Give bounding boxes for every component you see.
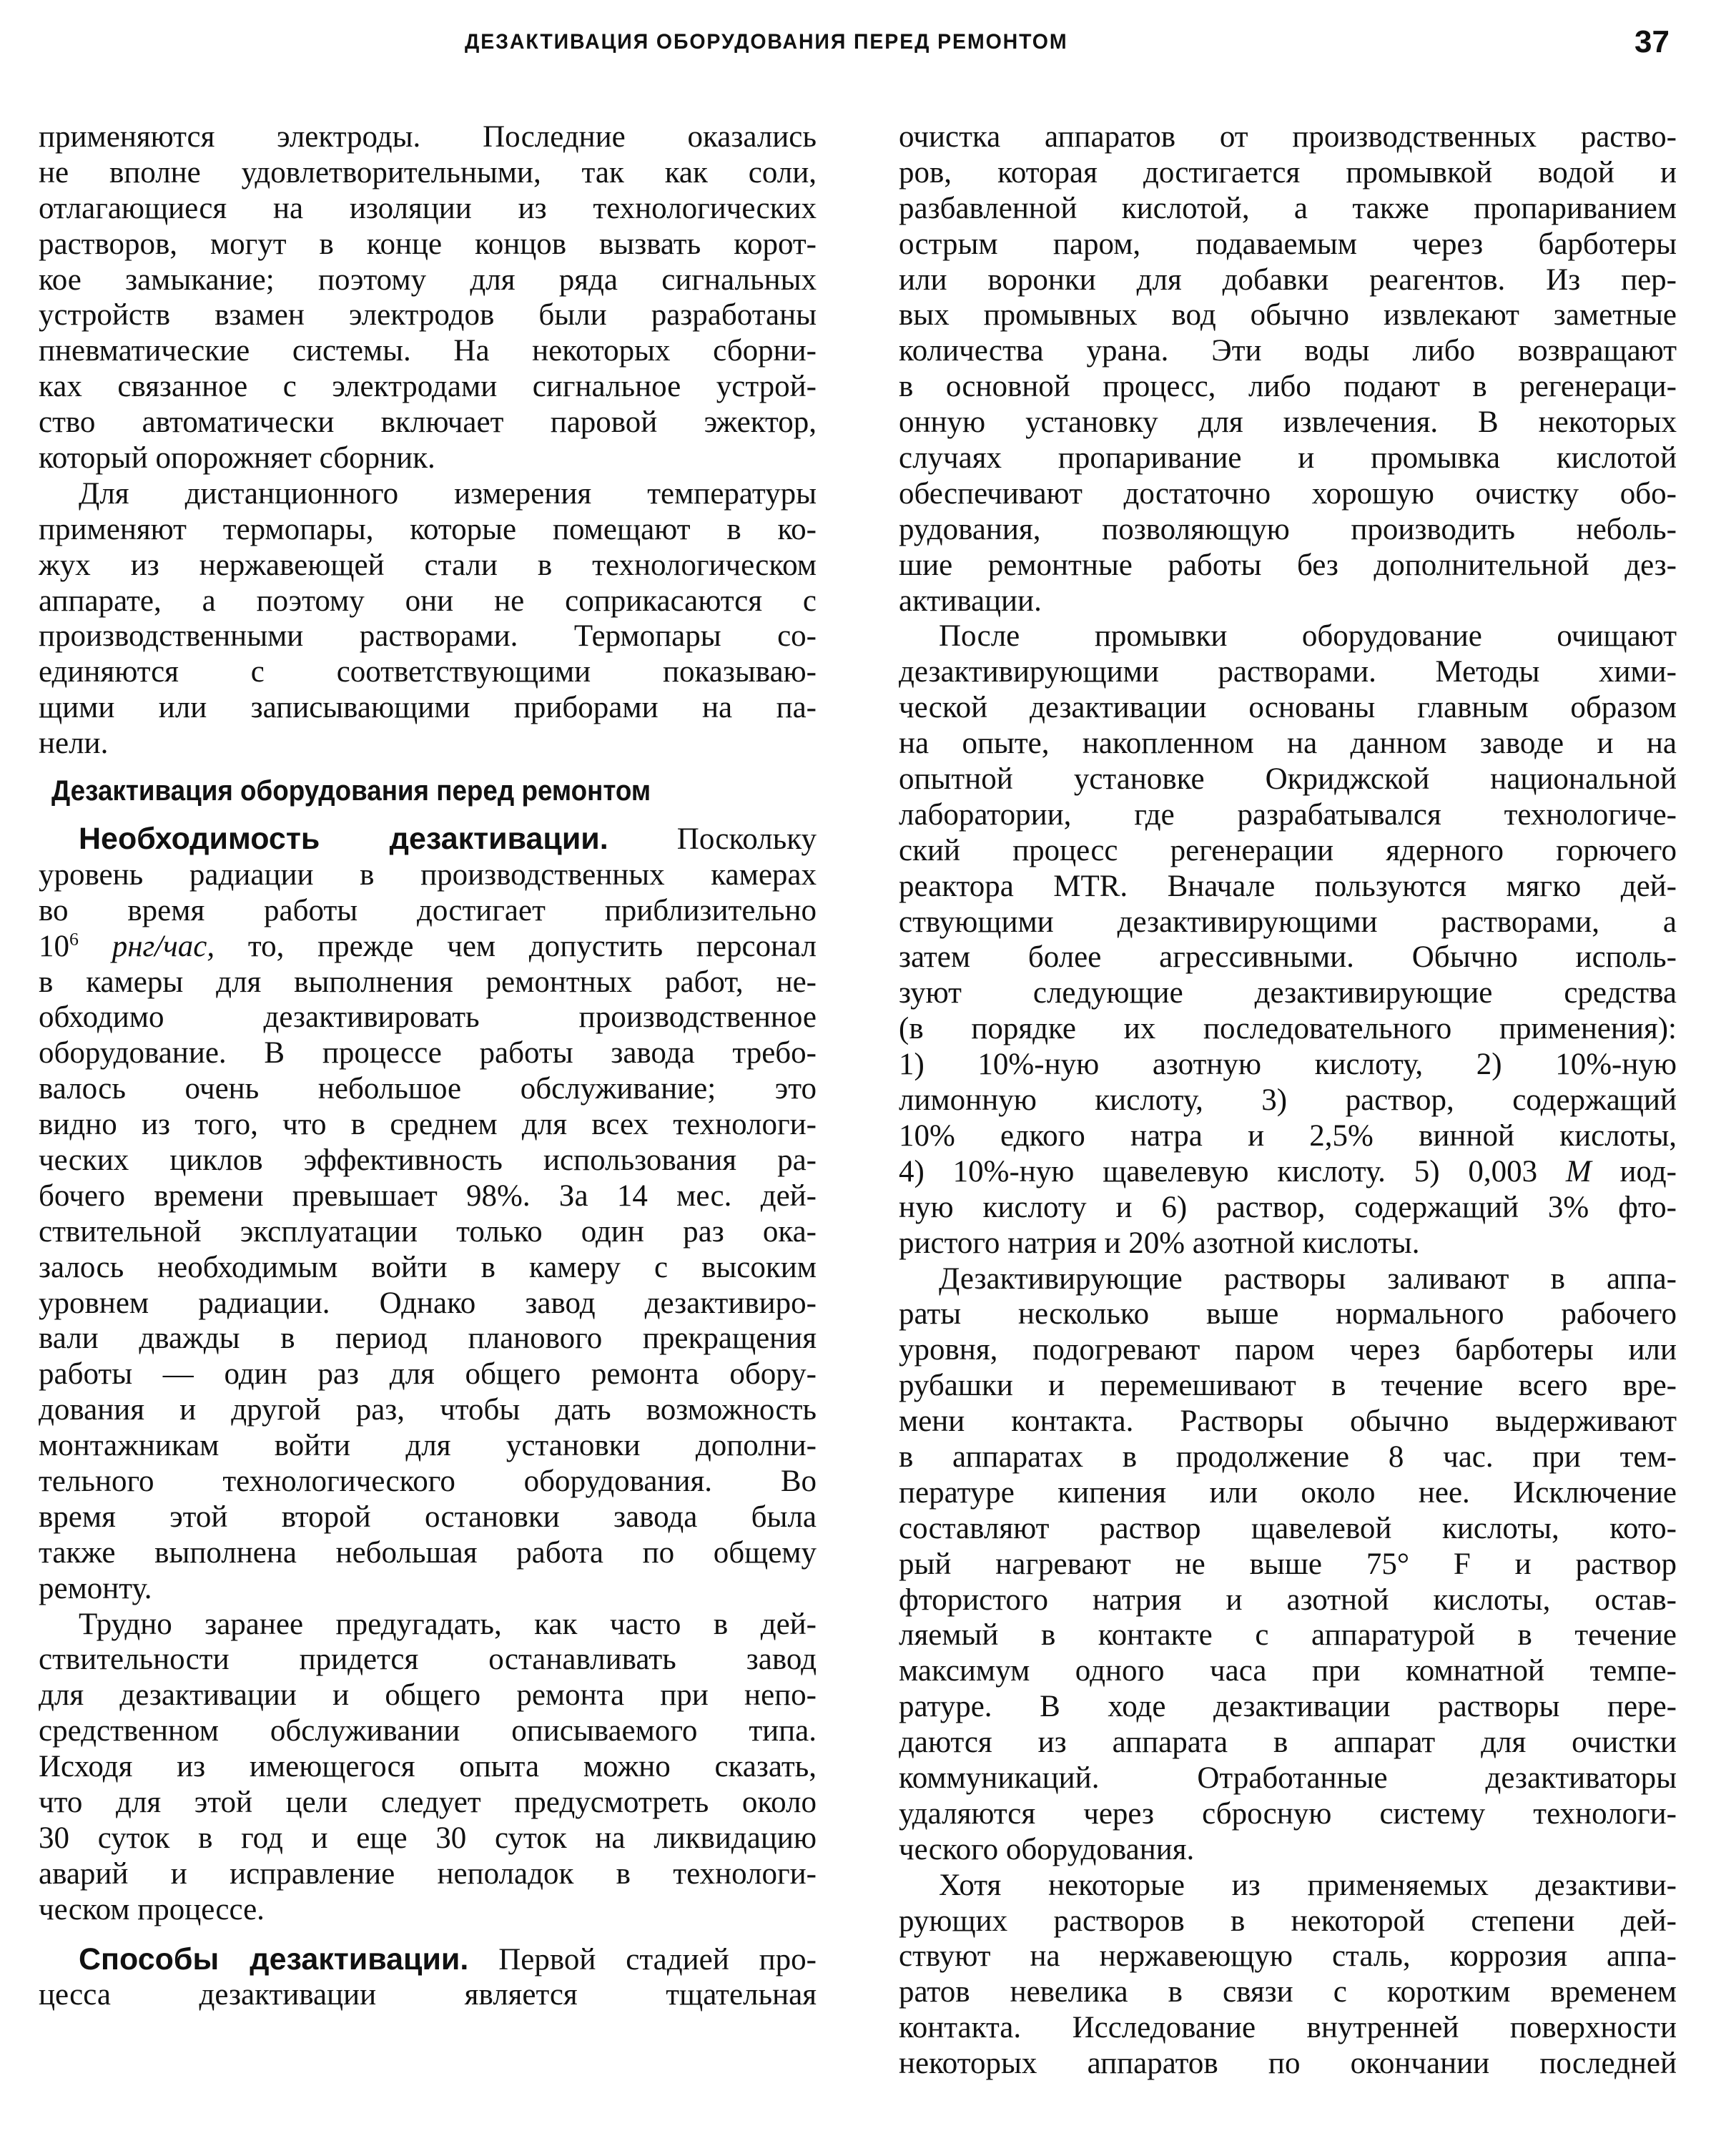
text-run [79, 930, 112, 963]
text-line: ляемый в контакте с аппаратурой в течение [899, 1618, 1677, 1653]
text-line: залось необходимым войти в камеру с высоким [39, 1250, 817, 1284]
text-line: работы — один раз для общего ремонта обору- [39, 1357, 817, 1392]
text-line: аварий и исправление неполадок в технологи- [39, 1856, 817, 1891]
text-line: в основной процесс, либо подают в регенераци- [899, 370, 1677, 404]
text-run: Поскольку [608, 822, 817, 856]
text-line: оборудование. В процессе работы завода требо- [39, 1036, 817, 1070]
text-line: вали дважды в период планового прекращения [39, 1321, 817, 1356]
paragraph [899, 119, 1677, 619]
text-line: 10% едкого натра и 2,5% винной кислоты, [899, 1118, 1677, 1153]
text-line: некоторых аппаратов по окончании последней [899, 2047, 1677, 2081]
text-line: или воронки для добавки реагентов. Из пер- [899, 262, 1677, 297]
text-run: Первой стадией про- [468, 1942, 817, 1977]
text-line: обеспечивают достаточно хорошую очистку обо- [899, 476, 1677, 511]
paragraph [39, 822, 817, 1607]
text-run: то, прежде чем допустить персонал [214, 929, 817, 963]
text-line: После промывки оборудование очищают [939, 619, 1677, 654]
text-line: дезактивирующими растворами. Методы хими- [899, 655, 1677, 689]
text-line: ческих циклов эффективность использования ра- [39, 1143, 817, 1177]
text-line: растворов, могут в конце концов вызвать корот- [39, 227, 817, 261]
text-line: производственными растворами. Термопары со- [39, 619, 817, 654]
text-line: ствующими дезактивирующими растворами, а [899, 905, 1677, 939]
text-line: ствительности придется останавливать завод [39, 1643, 817, 1677]
text-line: пературе кипения или около нее. Исключение [899, 1475, 1677, 1510]
text-line: также выполнена небольшая работа по общему [39, 1535, 817, 1570]
text-line: Исходя из имеющегося опыта можно сказать, [39, 1750, 817, 1784]
paragraph [899, 1261, 1677, 1868]
page-number: 37 [1634, 24, 1670, 59]
text-line: мени контакта. Растворы обычно выдерживают [899, 1404, 1677, 1439]
right-column [899, 119, 1677, 2082]
text-run: 6 [69, 928, 79, 950]
text-line: на опыте, накопленном на данном заводе и на [899, 727, 1677, 761]
text-line: валось очень небольшое обслуживание; это [39, 1072, 817, 1106]
text-line: 30 суток в год и еще 30 суток на ликвидацию [39, 1821, 817, 1855]
text-line: зуют следующие дезактивирующие средства [899, 976, 1677, 1010]
left-column [39, 119, 817, 2013]
text-line: шие ремонтные работы без дополнительной дез- [899, 548, 1677, 582]
text-line: применяются электроды. Последние оказались [39, 120, 817, 154]
text-line: время этой второй остановки завода была [39, 1500, 817, 1534]
paragraph [39, 1607, 817, 1928]
text-line: контакта. Исследование внутренней поверхности [899, 2011, 1677, 2045]
text-line: 1) 10%-ную азотную кислоту, 2) 10%-ную [899, 1048, 1677, 1082]
text-line: уровень радиации в производственных камерах [39, 857, 817, 892]
text-line: щими или записывающими приборами на па- [39, 691, 817, 725]
text-line: вых промывных вод обычно извлекают заметные [899, 298, 1677, 333]
text-line: ствительной эксплуатации только один раз ока- [39, 1214, 817, 1249]
text-line: ческом процессе. [39, 1892, 265, 1926]
text-line: случаях пропаривание и промывка кислотой [899, 441, 1677, 476]
text-line: рубашки и перемешивают в течение всего вре- [899, 1369, 1677, 1403]
text-line: онную установку для извлечения. В некоторых [899, 405, 1677, 440]
italic-text: М [1565, 1154, 1592, 1188]
text-line: ратов невелика в связи с коротким временем [899, 1975, 1677, 2009]
text-run: иод- [1591, 1154, 1677, 1188]
text-line: применяют термопары, которые помещают в ко- [39, 512, 817, 546]
run-in-heading: Способы дезактивации. [79, 1941, 469, 1977]
text-line: ках связанное с электродами сигнальное устрой- [39, 370, 817, 404]
paragraph [899, 1868, 1677, 2082]
text-line: активации. [899, 584, 1042, 618]
text-line: не вполне удовлетворительными, так как соли, [39, 155, 817, 189]
paragraph [39, 476, 817, 762]
text-line: Хотя некоторые из применяемых дезактиви- [939, 1868, 1677, 1902]
text-line: отлагающиеся на изоляции из технологических [39, 191, 817, 225]
text-line: который опорожняет сборник. [39, 441, 435, 476]
text-line: ремонту. [39, 1571, 152, 1605]
text-line: фтористого натрия и азотной кислоты, остав- [899, 1582, 1677, 1617]
text-line: ратуре. В ходе дезактивации растворы пере- [899, 1690, 1677, 1724]
text-line: нели. [39, 727, 109, 761]
text-line: ров, которая достигается промывкой водой и [899, 155, 1677, 189]
run-in-heading: Необходимость дезактивации. [79, 821, 608, 856]
text-line: реактора MTR. Вначале пользуются мягко дей- [899, 869, 1677, 903]
text-line: количества урана. Эти воды либо возвращают [899, 334, 1677, 368]
text-line: даются из аппарата в аппарат для очистки [899, 1726, 1677, 1760]
text-line: единяются с соответствующими показываю- [39, 655, 817, 689]
text-line [39, 929, 817, 965]
text-line: (в порядке их последовательного применения): [899, 1012, 1677, 1046]
text-line: жух из нержавеющей стали в технологическом [39, 548, 817, 582]
text-line: рующих растворов в некоторой степени дей- [899, 1904, 1677, 1938]
paragraph [899, 619, 1677, 1261]
text-line: уровня, подогревают паром через барботеры или [899, 1333, 1677, 1367]
running-title: ДЕЗАКТИВАЦИЯ ОБОРУДОВАНИЯ ПЕРЕД РЕМОНТОМ [465, 30, 1068, 54]
text-line: средственном обслуживании описываемого типа. [39, 1714, 817, 1748]
text-line: ную кислоту и 6) раствор, содержащий 3% фто- [899, 1190, 1677, 1224]
text-line [899, 1154, 1677, 1190]
text-line: ческого оборудования. [899, 1832, 1195, 1866]
text-line [39, 1942, 817, 1978]
text-line: для дезактивации и общего ремонта при непо- [39, 1678, 817, 1713]
text-line: Дезактивирующие растворы заливают в аппа- [939, 1261, 1677, 1296]
text-line: коммуникаций. Отработанные дезактиваторы [899, 1761, 1677, 1795]
text-line: аппарате, а поэтому они не соприкасаются с [39, 584, 817, 618]
text-line [39, 822, 817, 857]
text-line: ство автоматически включает паровой эжектор, [39, 405, 817, 440]
text-line: обходимо дезактивировать производственное [39, 1000, 817, 1035]
text-line: удаляются через сбросную систему технологи- [899, 1796, 1677, 1831]
text-line: опытной установке Окриджской национальной [899, 762, 1677, 797]
text-line: ристого натрия и 20% азотной кислоты. [899, 1226, 1420, 1260]
text-line: затем более агрессивными. Обычно исполь- [899, 940, 1677, 975]
text-line: лимонную кислоту, 3) раствор, содержащий [899, 1083, 1677, 1118]
text-line: составляют раствор щавелевой кислоты, кото- [899, 1511, 1677, 1545]
italic-text: рнг/час, [112, 929, 215, 963]
text-line: монтажникам войти для установки дополни- [39, 1429, 817, 1463]
text-run: 10 [39, 929, 69, 963]
text-line: в камеры для выполнения ремонтных работ, не- [39, 965, 817, 999]
text-line: уровнем радиации. Однако завод дезактивиро- [39, 1286, 817, 1320]
paragraph-gap [39, 1928, 817, 1942]
text-line: раты несколько выше нормального рабочего [899, 1297, 1677, 1331]
paragraph [39, 1942, 817, 2014]
paragraph [39, 119, 817, 476]
text-line: в аппаратах в продолжение 8 час. при тем- [899, 1439, 1677, 1474]
text-line: дования и другой раз, чтобы дать возможность [39, 1393, 817, 1427]
text-line: тельного технологического оборудования. Во [39, 1464, 817, 1498]
text-line: разбавленной кислотой, а также пропариванием [899, 191, 1677, 225]
text-line: во время работы достигает приблизительно [39, 893, 817, 927]
text-line: максимум одного часа при комнатной темпе- [899, 1654, 1677, 1688]
text-line: пневматические системы. На некоторых сборни- [39, 334, 817, 368]
text-line: лаборатории, где разрабатывался технологиче- [899, 797, 1677, 832]
text-line: ческой дезактивации основаны главным образом [899, 691, 1677, 725]
text-line: кое замыкание; поэтому для ряда сигнальных [39, 262, 817, 297]
text-line: острым паром, подаваемым через барботеры [899, 227, 1677, 261]
text-line: цесса дезактивации является тщательная [39, 1978, 817, 2012]
text-line: рудования, позволяющую производить неболь- [899, 512, 1677, 546]
text-line: очистка аппаратов от производственных раство- [899, 120, 1677, 154]
text-line: Трудно заранее предугадать, как часто в дей- [79, 1607, 817, 1641]
text-line: ский процесс регенерации ядерного горючего [899, 833, 1677, 867]
text-line: бочего времени превышает 98%. За 14 мес. дей- [39, 1178, 817, 1213]
text-line: устройств взамен электродов были разработаны [39, 298, 817, 333]
text-line: что для этой цели следует предусмотреть около [39, 1785, 817, 1819]
text-line: Для дистанционного измерения температуры [79, 476, 817, 511]
text-run: 4) 10%-ную щавелевую кислоту. 5) 0,003 [899, 1154, 1566, 1188]
text-line: видно из того, что в среднем для всех технологи- [39, 1108, 817, 1142]
running-header [0, 26, 1716, 61]
text-line: ствуют на нержавеющую сталь, коррозия аппа- [899, 1939, 1677, 1974]
text-line: рый нагревают не выше 75° F и раствор [899, 1547, 1677, 1581]
section-heading: Дезактивация оборудования перед ремонтом [51, 775, 651, 807]
